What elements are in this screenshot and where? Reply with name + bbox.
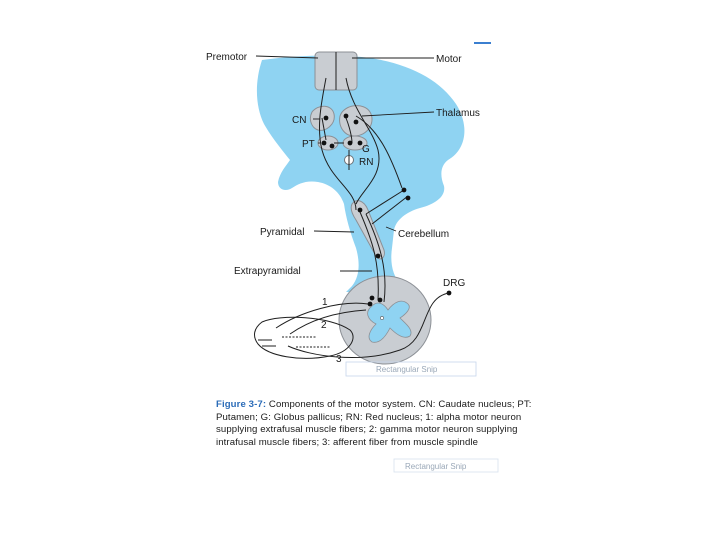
label-drg: DRG bbox=[443, 278, 466, 289]
label-cerebellum: Cerebellum bbox=[398, 229, 450, 240]
figure-number: Figure 3-7: bbox=[216, 399, 267, 410]
label-pt: PT bbox=[302, 139, 315, 150]
watermark-1: Rectangular Snip bbox=[376, 365, 438, 374]
label-cn: CN bbox=[292, 115, 307, 126]
label-pathway-1: 1 bbox=[322, 297, 328, 308]
label-pyramidal: Pyramidal bbox=[260, 227, 305, 238]
label-rn: RN bbox=[359, 157, 374, 168]
label-pathway-2: 2 bbox=[321, 320, 327, 331]
brain-silhouette bbox=[257, 56, 465, 292]
label-g: G bbox=[362, 144, 370, 155]
caption-text: Components of the motor system. CN: Caudate nucleus; PT: Putamen; G: Globus pallicus; RN: Red nucleus; 1: alpha motor neuron supplying extrafusal muscle fibers; 2: gamma motor neuron supplying intrafusal muscle fibers; 3: afferent fiber from muscle spindle bbox=[216, 399, 532, 448]
label-pathway-3: 3 bbox=[336, 354, 342, 365]
watermark-2: Rectangular Snip bbox=[405, 462, 467, 471]
label-extrapyramidal: Extrapyramidal bbox=[234, 266, 301, 277]
label-motor: Motor bbox=[436, 54, 462, 65]
label-premotor: Premotor bbox=[206, 52, 248, 63]
label-thalamus: Thalamus bbox=[436, 108, 480, 119]
figure-caption bbox=[216, 399, 536, 449]
